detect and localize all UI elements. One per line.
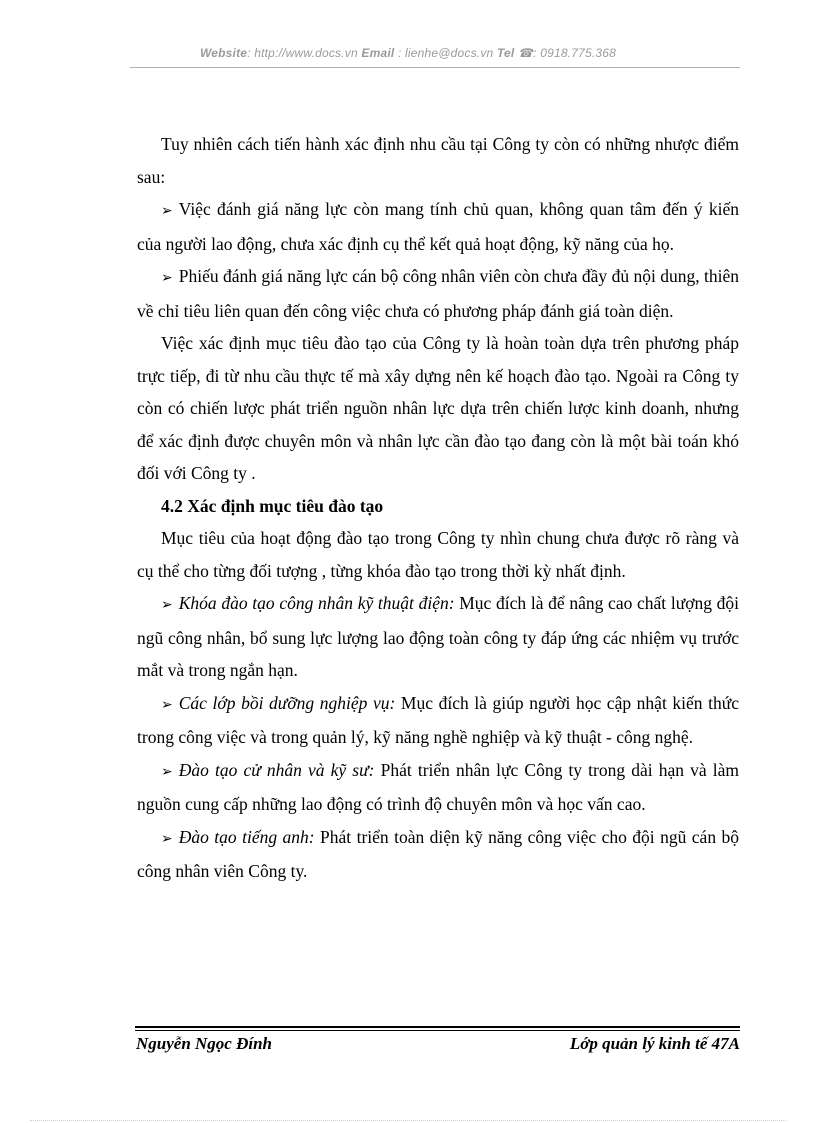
bullet-text: Phát triển toàn diện kỹ năng công việc cho đội ngũ cán bộ công nhân viên Công ty. <box>137 826 739 881</box>
paragraph: Việc xác định mục tiêu đào tạo của Công ty là hoàn toàn dựa trên phương pháp trực tiếp, đi từ nhu cầu thực tế mà xây dựng nên kế hoạch đào tạo. Ngoài ra Công ty còn có chiến lược phát triển nguồn nhân lực dựa trên chiến lược kinh doanh, nhưng để xác định được chuyên môn và nhân lực cần đào tạo đang còn là một bài toán khó đối với Công ty . <box>137 333 739 483</box>
arrow-bullet-icon: ➢ <box>161 203 173 219</box>
email-value: : lienhe@docs.vn <box>397 46 494 60</box>
website-label: Website <box>199 46 248 60</box>
website-value: : http://www.docs.vn <box>247 46 358 60</box>
footer-divider <box>135 1026 740 1028</box>
arrow-bullet-icon: ➢ <box>161 597 173 613</box>
arrow-bullet-icon: ➢ <box>161 830 173 847</box>
tel-value: : 0918.775.368 <box>533 46 617 60</box>
bullet-title: Đào tạo cử nhân và kỹ sư: <box>178 759 375 780</box>
bullet-text: Phiếu đánh giá năng lực cán bộ công nhân viên còn chưa đầy đủ nội dung, thiên về chỉ tiêu liên quan đến công việc chưa có phương pháp đánh giá toàn diện. <box>137 266 739 321</box>
page-header <box>0 46 816 60</box>
footer-author: Nguyễn Ngọc Đính <box>136 1034 273 1053</box>
arrow-bullet-icon: ➢ <box>161 763 173 780</box>
bullet-title: Khóa đào tạo công nhân kỹ thuật điện: <box>178 593 455 613</box>
email-label: Email <box>361 46 395 60</box>
bullet-text: Mục đích là giúp người học cập nhật kiến thức trong công việc và trong quản lý, kỹ năng nghề nghiệp và kỹ thuật - công nghệ. <box>137 692 739 747</box>
phone-icon: ☎ <box>518 46 534 60</box>
bullet-text: Việc đánh giá năng lực còn mang tính chủ quan, không quan tâm đến ý kiến của người lao động, chưa xác định cụ thể kết quả hoạt động, kỹ năng của họ. <box>137 199 739 254</box>
tel-label: Tel <box>496 46 515 60</box>
bullet-item <box>137 754 739 821</box>
page-bottom-border <box>30 1120 786 1121</box>
bullet-item <box>137 821 739 888</box>
bullet-item <box>137 587 739 687</box>
bullet-text: Mục đích là để nâng cao chất lượng đội ngũ công nhân, bổ sung lực lượng lao động toàn công ty đáp ứng các nhiệm vụ trước mắt và trong ngắn hạn. <box>137 593 739 680</box>
bullet-title: Các lớp bồi dưỡng nghiệp vụ: <box>178 692 396 713</box>
bullet-item <box>137 193 739 260</box>
bullet-text: Phát triển nhân lực Công ty trong dài hạn và làm nguồn cung cấp những lao động có trình độ chuyên môn và học vấn cao. <box>137 759 739 814</box>
bullet-item <box>137 687 739 754</box>
arrow-bullet-icon: ➢ <box>161 270 173 286</box>
arrow-bullet-icon: ➢ <box>161 696 173 713</box>
bullet-title: Đào tạo tiếng anh: <box>178 826 315 847</box>
section-heading: 4.2 Xác định mục tiêu đào tạo <box>161 495 384 516</box>
bullet-item <box>137 260 739 327</box>
footer-class: Lớp quản lý kinh tế 47A <box>569 1034 740 1053</box>
document-body <box>137 128 739 888</box>
paragraph: Mục tiêu của hoạt động đào tạo trong Công ty nhìn chung chưa được rõ ràng và cụ thể cho từng đối tượng , từng khóa đào tạo trong thời kỳ nhất định. <box>137 528 739 581</box>
paragraph: Tuy nhiên cách tiến hành xác định nhu cầu tại Công ty còn có những nhược điểm sau: <box>137 134 739 187</box>
footer-divider-thin <box>135 1030 740 1031</box>
header-divider <box>130 67 740 68</box>
